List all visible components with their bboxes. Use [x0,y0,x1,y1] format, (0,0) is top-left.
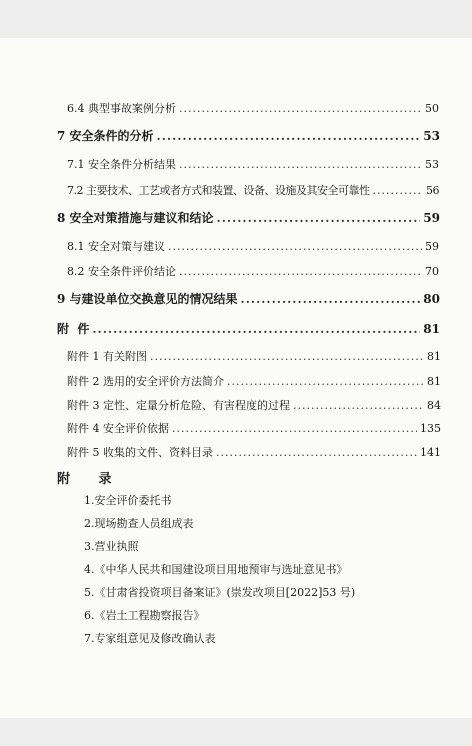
dot-leader [293,399,424,412]
toc-entry-6-4: 6.4 典型事故案例分析 ..... 50 [67,100,439,116]
dot-leader [227,375,424,388]
dot-leader [157,129,421,143]
toc-entry-8-2: 8.2 安全条件评价结论 ..... 70 [67,263,439,279]
toc-entry-attachment-5: 附件 5 收集的文件、资料目录 ..... 141 [67,444,441,460]
appendix-item: 4.《中华人民共和国建设项目用地预审与选址意见书》 [84,563,348,576]
dot-leader [179,158,422,171]
toc-entry-9: 9 与建设单位交换意见的情况结果 ..... 80 [57,290,440,307]
toc-entry-8-1: 8.1 安全对策与建议 ..... 59 [67,238,439,254]
toc-entry-8: 8 安全对策措施与建议和结论 ..... 59 [57,209,440,226]
appendix-heading: 附 录 [57,472,124,487]
dot-leader [241,292,421,306]
appendix-item: 3.营业执照 [84,540,139,553]
toc-entry-attachments: 附 件 ..... 81 [57,320,440,337]
appendix-item: 1.安全评价委托书 [84,494,172,507]
toc-entry-attachment-2: 附件 2 选用的安全评价方法简介 ..... 81 [67,373,441,389]
appendix-item: 2.现场勘查人员组成表 [84,517,194,530]
dot-leader [92,322,420,336]
appendix-item: 6.《岩土工程勘察报告》 [84,609,205,622]
dot-leader [179,265,422,278]
toc-entry-7-1: 7.1 安全条件分析结果 ..... 53 [67,156,439,172]
dot-leader [179,102,422,115]
dot-leader [168,240,422,253]
toc-entry-attachment-4: 附件 4 安全评价依据 ..... 135 [67,420,441,436]
toc-entry-attachment-1: 附件 1 有关附图 ..... 81 [67,348,441,364]
dot-leader [172,422,417,435]
appendix-item: 7.专家组意见及修改确认表 [84,632,216,645]
appendix-item: 5.《甘肃省投资项目备案证》(崇发改项目[2022]53 号) [84,586,356,599]
toc-entry-7-2: 7.2 主要技术、工艺或者方式和装置、设备、设施及其安全可靠性 ..... 56 [67,182,439,198]
toc-entry-7: 7 安全条件的分析 ..... 53 [57,127,440,144]
dot-leader [373,184,424,197]
dot-leader [150,350,424,363]
toc-entry-attachment-3: 附件 3 定性、定量分析危险、有害程度的过程 ..... 84 [67,397,441,413]
dot-leader [216,446,417,459]
dot-leader [217,211,421,225]
